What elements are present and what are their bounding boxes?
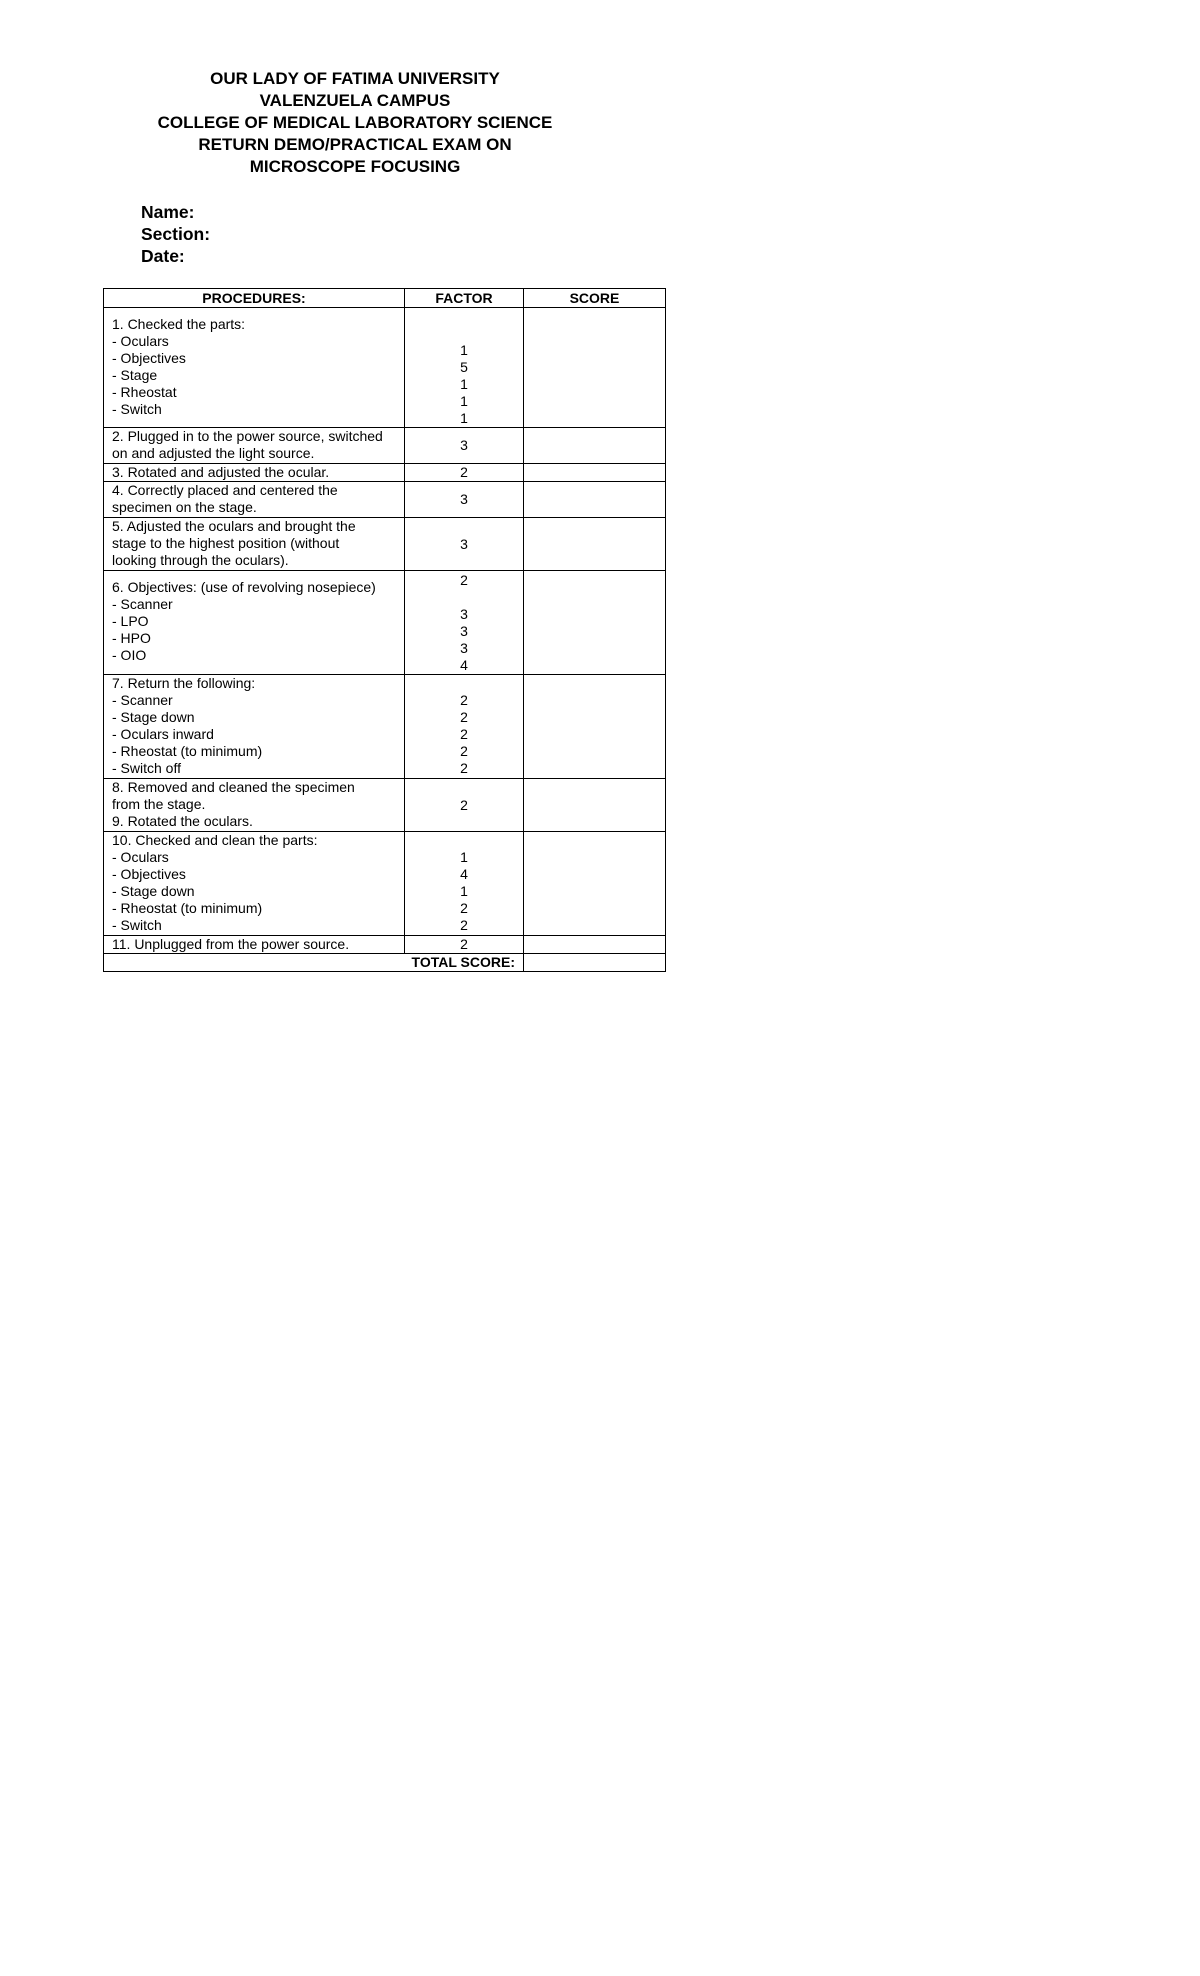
procedure-line: - LPO xyxy=(112,613,149,629)
factor-cell xyxy=(405,308,524,428)
procedure-line: - Oculars xyxy=(112,849,169,865)
factor-value: 2 xyxy=(460,572,468,588)
factor-value: 1 xyxy=(460,376,468,392)
table-header-row xyxy=(104,289,666,308)
procedure-line: - Stage xyxy=(112,367,158,383)
procedure-line: - Oculars xyxy=(112,333,169,349)
factor-value: 2 xyxy=(460,464,468,480)
score-cell[interactable] xyxy=(524,482,666,518)
procedure-line: 2. Plugged in to the power source, switched xyxy=(112,428,383,444)
procedure-line: from the stage. xyxy=(112,796,206,812)
procedure-line: - Switch xyxy=(112,917,162,933)
table-row xyxy=(104,779,666,832)
factor-value: 3 xyxy=(460,491,468,507)
factor-cell xyxy=(405,428,524,464)
procedure-line: - OIO xyxy=(112,647,147,663)
factor-value: 1 xyxy=(460,393,468,409)
factor-value: 2 xyxy=(460,692,468,708)
procedure-cell xyxy=(104,518,405,571)
score-cell[interactable] xyxy=(524,428,666,464)
procedure-line: - Oculars inward xyxy=(112,726,214,742)
table-row xyxy=(104,832,666,936)
procedure-line: - Rheostat (to minimum) xyxy=(112,743,263,759)
procedure-line: 10. Checked and clean the parts: xyxy=(112,832,318,848)
table-row xyxy=(104,464,666,482)
factor-value: 4 xyxy=(460,657,468,673)
table-row xyxy=(104,518,666,571)
procedure-line: - Rheostat (to minimum) xyxy=(112,900,263,916)
factor-cell xyxy=(405,779,524,832)
factor-cell xyxy=(405,482,524,518)
score-cell[interactable] xyxy=(524,779,666,832)
procedure-line: 7. Return the following: xyxy=(112,675,256,691)
procedures-header: PROCEDURES: xyxy=(104,289,405,308)
factor-cell xyxy=(405,936,524,954)
factor-value: 4 xyxy=(460,866,468,882)
procedure-line: looking through the oculars). xyxy=(112,552,289,568)
factor-value: 2 xyxy=(460,709,468,725)
factor-value: 1 xyxy=(460,342,468,358)
procedure-line: - HPO xyxy=(112,630,151,646)
procedure-cell xyxy=(104,308,405,428)
procedure-cell xyxy=(104,428,405,464)
procedure-line: - Switch off xyxy=(112,760,181,776)
college-name: COLLEGE OF MEDICAL LABORATORY SCIENCE xyxy=(157,113,553,132)
factor-header: FACTOR xyxy=(405,289,524,308)
procedure-cell xyxy=(104,675,405,779)
factor-value: 2 xyxy=(460,917,468,933)
score-cell[interactable] xyxy=(524,464,666,482)
score-cell[interactable] xyxy=(524,308,666,428)
campus-name: VALENZUELA CAMPUS xyxy=(259,91,451,110)
factor-value xyxy=(405,675,523,692)
factor-value: 5 xyxy=(460,359,468,375)
university-name: OUR LADY OF FATIMA UNIVERSITY xyxy=(210,69,500,88)
date-field-label: Date: xyxy=(141,246,185,266)
score-cell[interactable] xyxy=(524,571,666,675)
procedure-line: - Scanner xyxy=(112,692,173,708)
factor-value: 3 xyxy=(460,606,468,622)
procedure-line: 3. Rotated and adjusted the ocular. xyxy=(112,464,330,480)
procedure-cell xyxy=(104,571,405,675)
factor-value xyxy=(405,589,523,606)
factor-value xyxy=(405,832,523,849)
procedure-line: 8. Removed and cleaned the specimen xyxy=(112,779,355,795)
exam-score-table xyxy=(103,288,666,972)
factor-value: 2 xyxy=(460,760,468,776)
procedure-cell xyxy=(104,464,405,482)
procedure-line: 11. Unplugged from the power source. xyxy=(112,936,350,952)
factor-value: 2 xyxy=(460,743,468,759)
procedure-line: - Switch xyxy=(112,401,162,417)
table-row xyxy=(104,675,666,779)
factor-cell xyxy=(405,832,524,936)
procedure-cell xyxy=(104,482,405,518)
table-row xyxy=(104,482,666,518)
procedure-line: - Rheostat xyxy=(112,384,177,400)
exam-title-line1: RETURN DEMO/PRACTICAL EXAM ON xyxy=(198,135,512,154)
factor-value: 1 xyxy=(460,883,468,899)
table-row xyxy=(104,936,666,954)
procedure-line: 1. Checked the parts: xyxy=(112,316,246,332)
table-row xyxy=(104,428,666,464)
factor-cell xyxy=(405,571,524,675)
factor-value: 3 xyxy=(460,623,468,639)
name-field-label: Name: xyxy=(141,202,195,222)
factor-value: 1 xyxy=(460,849,468,865)
total-score-row xyxy=(104,954,666,972)
score-header: SCORE xyxy=(524,289,666,308)
procedure-line: - Objectives xyxy=(112,350,186,366)
factor-value: 2 xyxy=(460,936,468,952)
section-field-label: Section: xyxy=(141,224,211,244)
procedure-line: 5. Adjusted the oculars and brought the xyxy=(112,518,356,534)
factor-cell xyxy=(405,518,524,571)
student-info-fields xyxy=(141,201,210,267)
procedure-line: - Stage down xyxy=(112,883,195,899)
factor-value: 1 xyxy=(460,410,468,426)
procedure-cell xyxy=(104,779,405,832)
procedure-cell xyxy=(104,832,405,936)
total-score-cell[interactable] xyxy=(524,954,666,972)
exam-title-line2: MICROSCOPE FOCUSING xyxy=(249,157,461,176)
procedure-line: 6. Objectives: (use of revolving nosepiece) xyxy=(112,579,376,595)
factor-value: 3 xyxy=(460,535,468,552)
factor-value: 2 xyxy=(460,796,468,813)
procedure-line: 4. Correctly placed and centered the xyxy=(112,482,338,498)
factor-value: 3 xyxy=(460,437,468,453)
table-row xyxy=(104,571,666,675)
factor-cell xyxy=(405,675,524,779)
score-cell[interactable] xyxy=(524,936,666,954)
document-header xyxy=(140,68,570,178)
factor-value: 2 xyxy=(460,900,468,916)
score-cell[interactable] xyxy=(524,518,666,571)
procedure-line: on and adjusted the light source. xyxy=(112,445,315,461)
factor-value: 3 xyxy=(460,640,468,656)
procedure-line: - Stage down xyxy=(112,709,195,725)
procedure-line: specimen on the stage. xyxy=(112,499,257,515)
table-row xyxy=(104,308,666,428)
factor-cell xyxy=(405,464,524,482)
score-cell[interactable] xyxy=(524,675,666,779)
procedure-line: 9. Rotated the oculars. xyxy=(112,813,253,829)
procedure-line: - Scanner xyxy=(112,596,173,612)
total-score-label: TOTAL SCORE: xyxy=(104,954,524,972)
procedure-cell xyxy=(104,936,405,954)
procedure-line: - Objectives xyxy=(112,866,186,882)
factor-value: 2 xyxy=(460,726,468,742)
procedure-line: stage to the highest position (without xyxy=(112,535,340,551)
score-cell[interactable] xyxy=(524,832,666,936)
